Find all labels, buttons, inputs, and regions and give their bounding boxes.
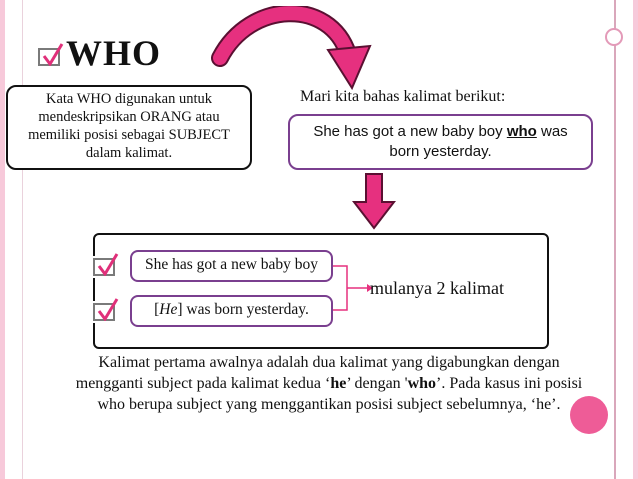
explanation-paragraph bbox=[70, 352, 588, 415]
sentence-one-box: She has got a new baby boy bbox=[130, 250, 333, 282]
page-title: WHO bbox=[66, 33, 162, 73]
explanation-part3: ’. Pada kasus ini posisi who berupa subject yang menggantikan posisi subject sebelumnya, ‘he’. bbox=[97, 375, 583, 413]
right-stripe bbox=[633, 0, 638, 479]
curved-arrow-icon bbox=[210, 6, 380, 94]
example-text-after: was born yesterday. bbox=[389, 123, 568, 160]
bracket-connector bbox=[333, 262, 373, 314]
merge-label: mulanya 2 kalimat bbox=[370, 278, 504, 298]
example-sentence-box bbox=[288, 114, 593, 170]
left-stripe bbox=[0, 0, 5, 479]
left-border-line bbox=[22, 0, 23, 479]
explanation-part1: Kalimat pertama awalnya adalah dua kalimat yang digabungkan dengan mengganti subject pada kalimat kedua ‘ bbox=[75, 354, 560, 392]
down-arrow-icon bbox=[352, 172, 396, 230]
explanation-part2: ’ dengan ' bbox=[346, 375, 408, 392]
sentence-two-box: [He] was born yesterday. bbox=[130, 295, 333, 327]
intro-text: Mari kita bahas kalimat berikut: bbox=[300, 88, 506, 105]
sentence-two-pronoun: He bbox=[159, 301, 178, 318]
checkbox-icon bbox=[90, 301, 118, 323]
explanation-he: he bbox=[330, 375, 347, 392]
sentence-two-rest: was born yesterday. bbox=[182, 301, 309, 318]
circle-decoration bbox=[605, 28, 623, 46]
definition-box: Kata WHO digunakan untuk mendeskripsikan ORANG atau memiliki posisi sebagai SUBJECT dalam kalimat. bbox=[6, 85, 252, 170]
explanation-who: who bbox=[407, 375, 437, 392]
right-border-line bbox=[614, 0, 616, 479]
example-text-before: She has got a new baby boy bbox=[313, 123, 507, 140]
example-keyword: who bbox=[506, 123, 537, 140]
checkbox-icon bbox=[38, 48, 60, 66]
checkbox-icon bbox=[90, 256, 118, 278]
